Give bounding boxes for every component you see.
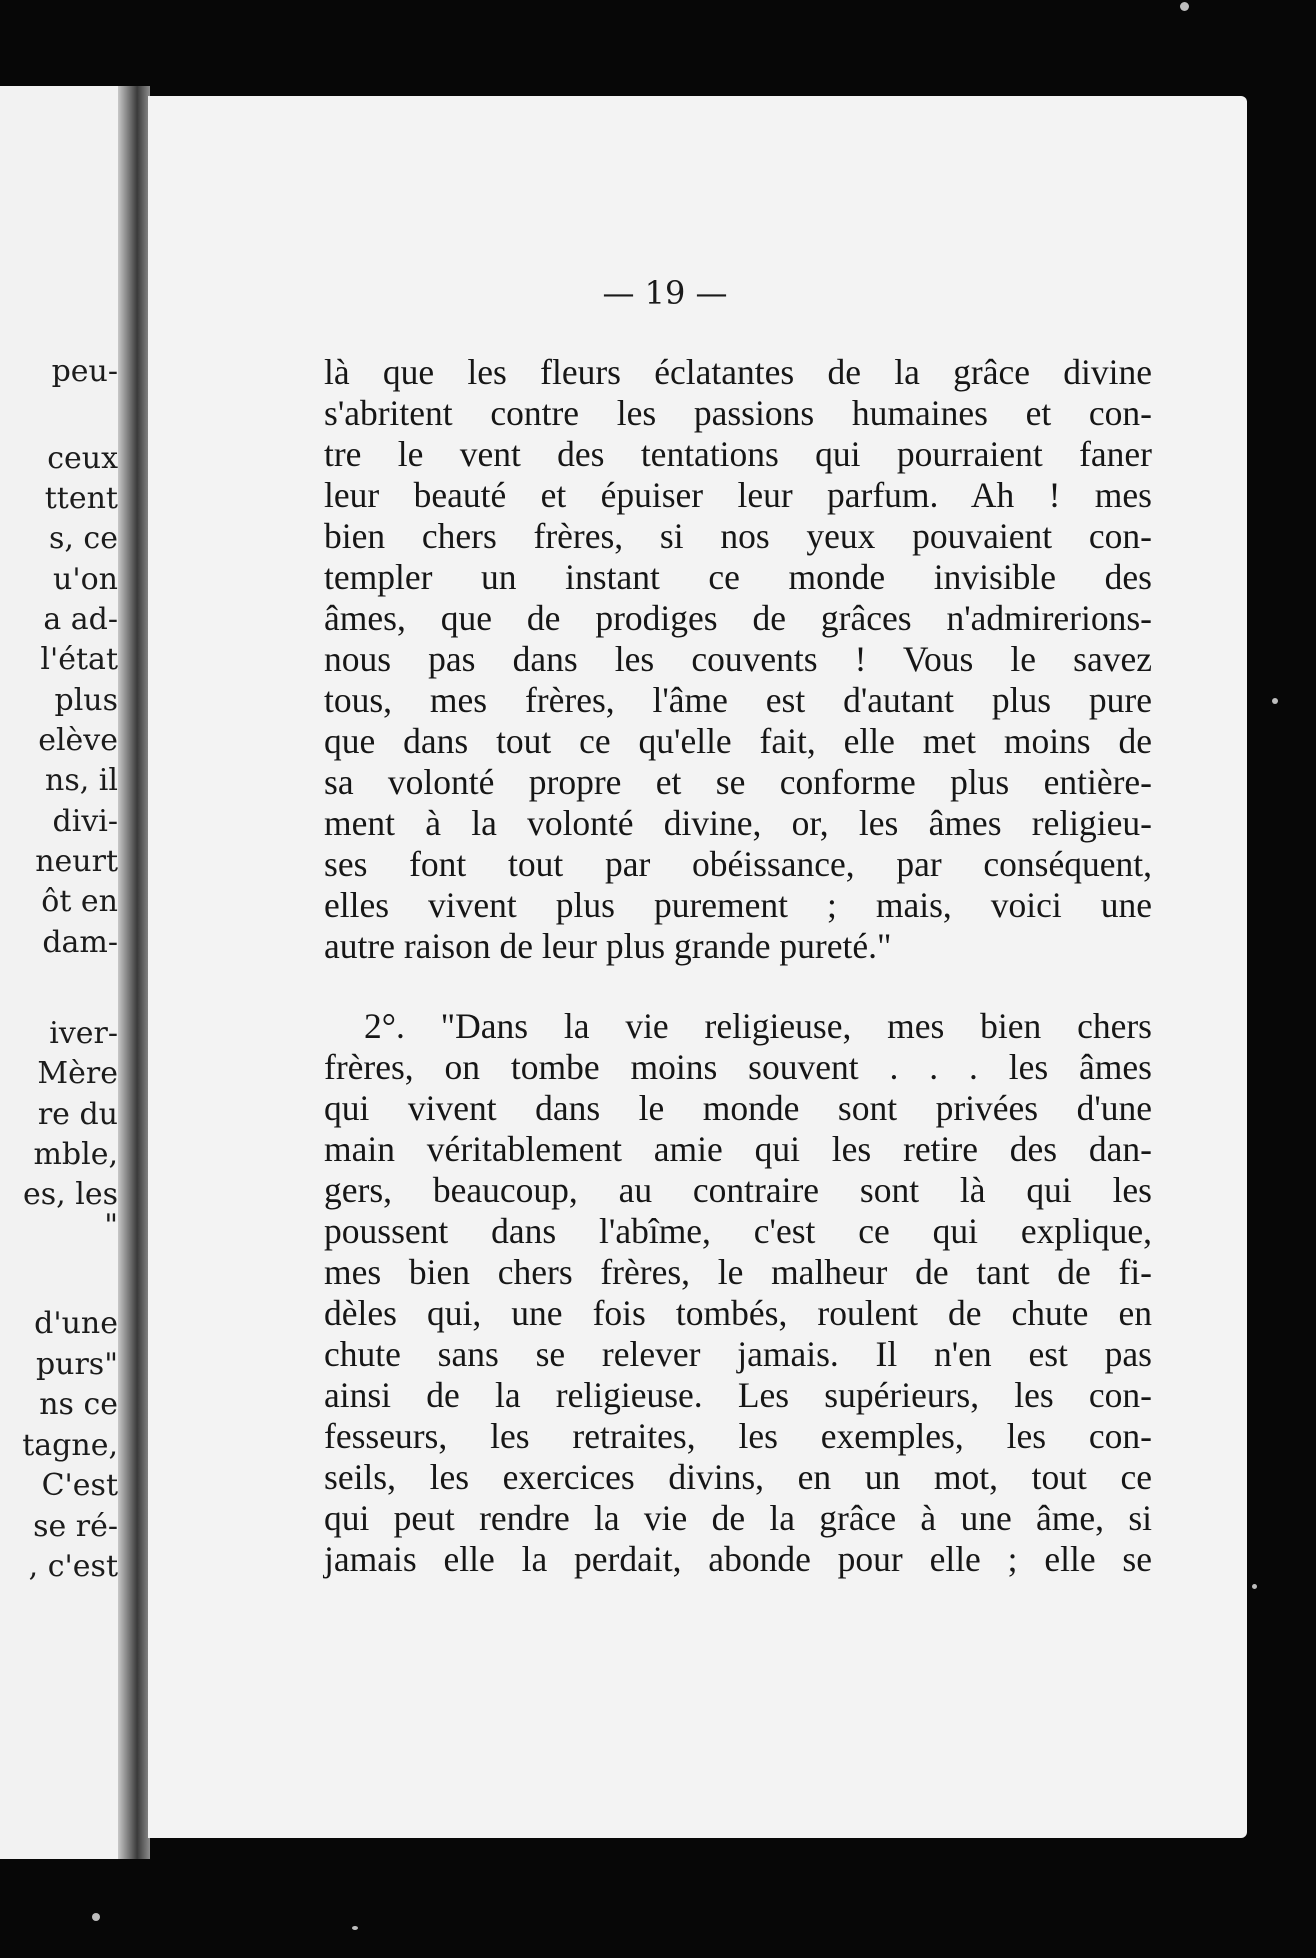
text-line: qui peut rendre la vie de la grâce à une âme, si: [324, 1498, 1152, 1538]
line-fragment: tagne,: [22, 1428, 118, 1463]
text-line: chute sans se relever jamais. Il n'en est pas: [324, 1334, 1152, 1374]
line-fragment: ns, il: [45, 763, 118, 798]
line-fragment: es, les: [23, 1177, 118, 1212]
text-line: là que les fleurs éclatantes de la grâce divine: [324, 352, 1152, 392]
line-fragment: mble,: [33, 1137, 118, 1172]
text-line: main véritablement amie qui les retire des dan-: [324, 1129, 1152, 1169]
line-fragment: peu-: [51, 354, 118, 389]
text-line: bien chers frères, si nos yeux pouvaient con-: [324, 516, 1152, 556]
line-fragment: elève: [38, 723, 118, 758]
text-line: tre le vent des tentations qui pourraient faner: [324, 434, 1152, 474]
text-line: mes bien chers frères, le malheur de tant de fi-: [324, 1252, 1152, 1292]
text-line: sa volonté propre et se conforme plus entière-: [324, 762, 1152, 802]
text-line: leur beauté et épuiser leur parfum. Ah ! mes: [324, 475, 1152, 515]
text-line: elles vivent plus purement ; mais, voici une: [324, 885, 1152, 925]
text-line: 2°. "Dans la vie religieuse, mes bien chers: [364, 1006, 1152, 1046]
current-page: [148, 96, 1247, 1838]
scan-speck: [92, 1913, 100, 1921]
text-line: dèles qui, une fois tombés, roulent de chute en: [324, 1293, 1152, 1333]
line-fragment: , c'est: [28, 1549, 118, 1584]
page-number: — 19 —: [602, 274, 728, 312]
line-fragment: s, ce: [48, 521, 118, 556]
line-fragment: u'on: [53, 562, 118, 597]
text-line: que dans tout ce qu'elle fait, elle met moins de: [324, 721, 1152, 761]
line-fragment: divi-: [52, 804, 118, 839]
text-line: fesseurs, les retraites, les exemples, les con-: [324, 1416, 1152, 1456]
scan-speck: [1272, 698, 1278, 704]
line-fragment: l'état: [40, 642, 118, 677]
line-fragment: C'est: [41, 1468, 118, 1503]
text-line: s'abritent contre les passions humaines et con-: [324, 393, 1152, 433]
text-line: frères, on tombe moins souvent . . . les âmes: [324, 1047, 1152, 1087]
line-fragment: ttent: [44, 481, 118, 516]
scan-speck: [1180, 2, 1189, 11]
text-line: ainsi de la religieuse. Les supérieurs, les con-: [324, 1375, 1152, 1415]
text-line: ses font tout par obéissance, par conséquent,: [324, 844, 1152, 884]
text-line: tous, mes frères, l'âme est d'autant plus pure: [324, 680, 1152, 720]
text-line: ment à la volonté divine, or, les âmes religieu-: [324, 803, 1152, 843]
line-fragment: re du: [37, 1097, 118, 1132]
line-fragment: purs": [35, 1347, 118, 1382]
line-fragment: ôt en: [41, 884, 118, 919]
line-fragment: dam-: [42, 925, 118, 960]
book-gutter: [118, 86, 150, 1859]
line-fragment: iver-: [49, 1016, 118, 1051]
line-fragment: neurt: [35, 844, 118, 879]
text-line: jamais elle la perdait, abonde pour elle ; elle se: [324, 1539, 1152, 1579]
line-fragment: ns ce: [39, 1387, 118, 1422]
line-fragment: a ad-: [43, 602, 118, 637]
line-fragment: ceux: [47, 441, 118, 476]
line-fragment: Mère: [37, 1056, 118, 1091]
line-fragment: d'une: [34, 1306, 118, 1341]
text-line: templer un instant ce monde invisible des: [324, 557, 1152, 597]
line-fragment: plus: [54, 683, 118, 718]
text-line: poussent dans l'abîme, c'est ce qui explique,: [324, 1211, 1152, 1251]
text-line: âmes, que de prodiges de grâces n'admirerions-: [324, 598, 1152, 638]
text-line: gers, beaucoup, au contraire sont là qui les: [324, 1170, 1152, 1210]
line-fragment: ": [104, 1208, 118, 1243]
scan-speck: [352, 1926, 358, 1930]
line-fragment: se ré-: [33, 1509, 118, 1544]
text-line: autre raison de leur plus grande pureté.": [324, 926, 892, 966]
text-line: qui vivent dans le monde sont privées d'une: [324, 1088, 1152, 1128]
text-line: nous pas dans les couvents ! Vous le savez: [324, 639, 1152, 679]
text-line: seils, les exercices divins, en un mot, tout ce: [324, 1457, 1152, 1497]
scan-speck: [1252, 1584, 1257, 1589]
